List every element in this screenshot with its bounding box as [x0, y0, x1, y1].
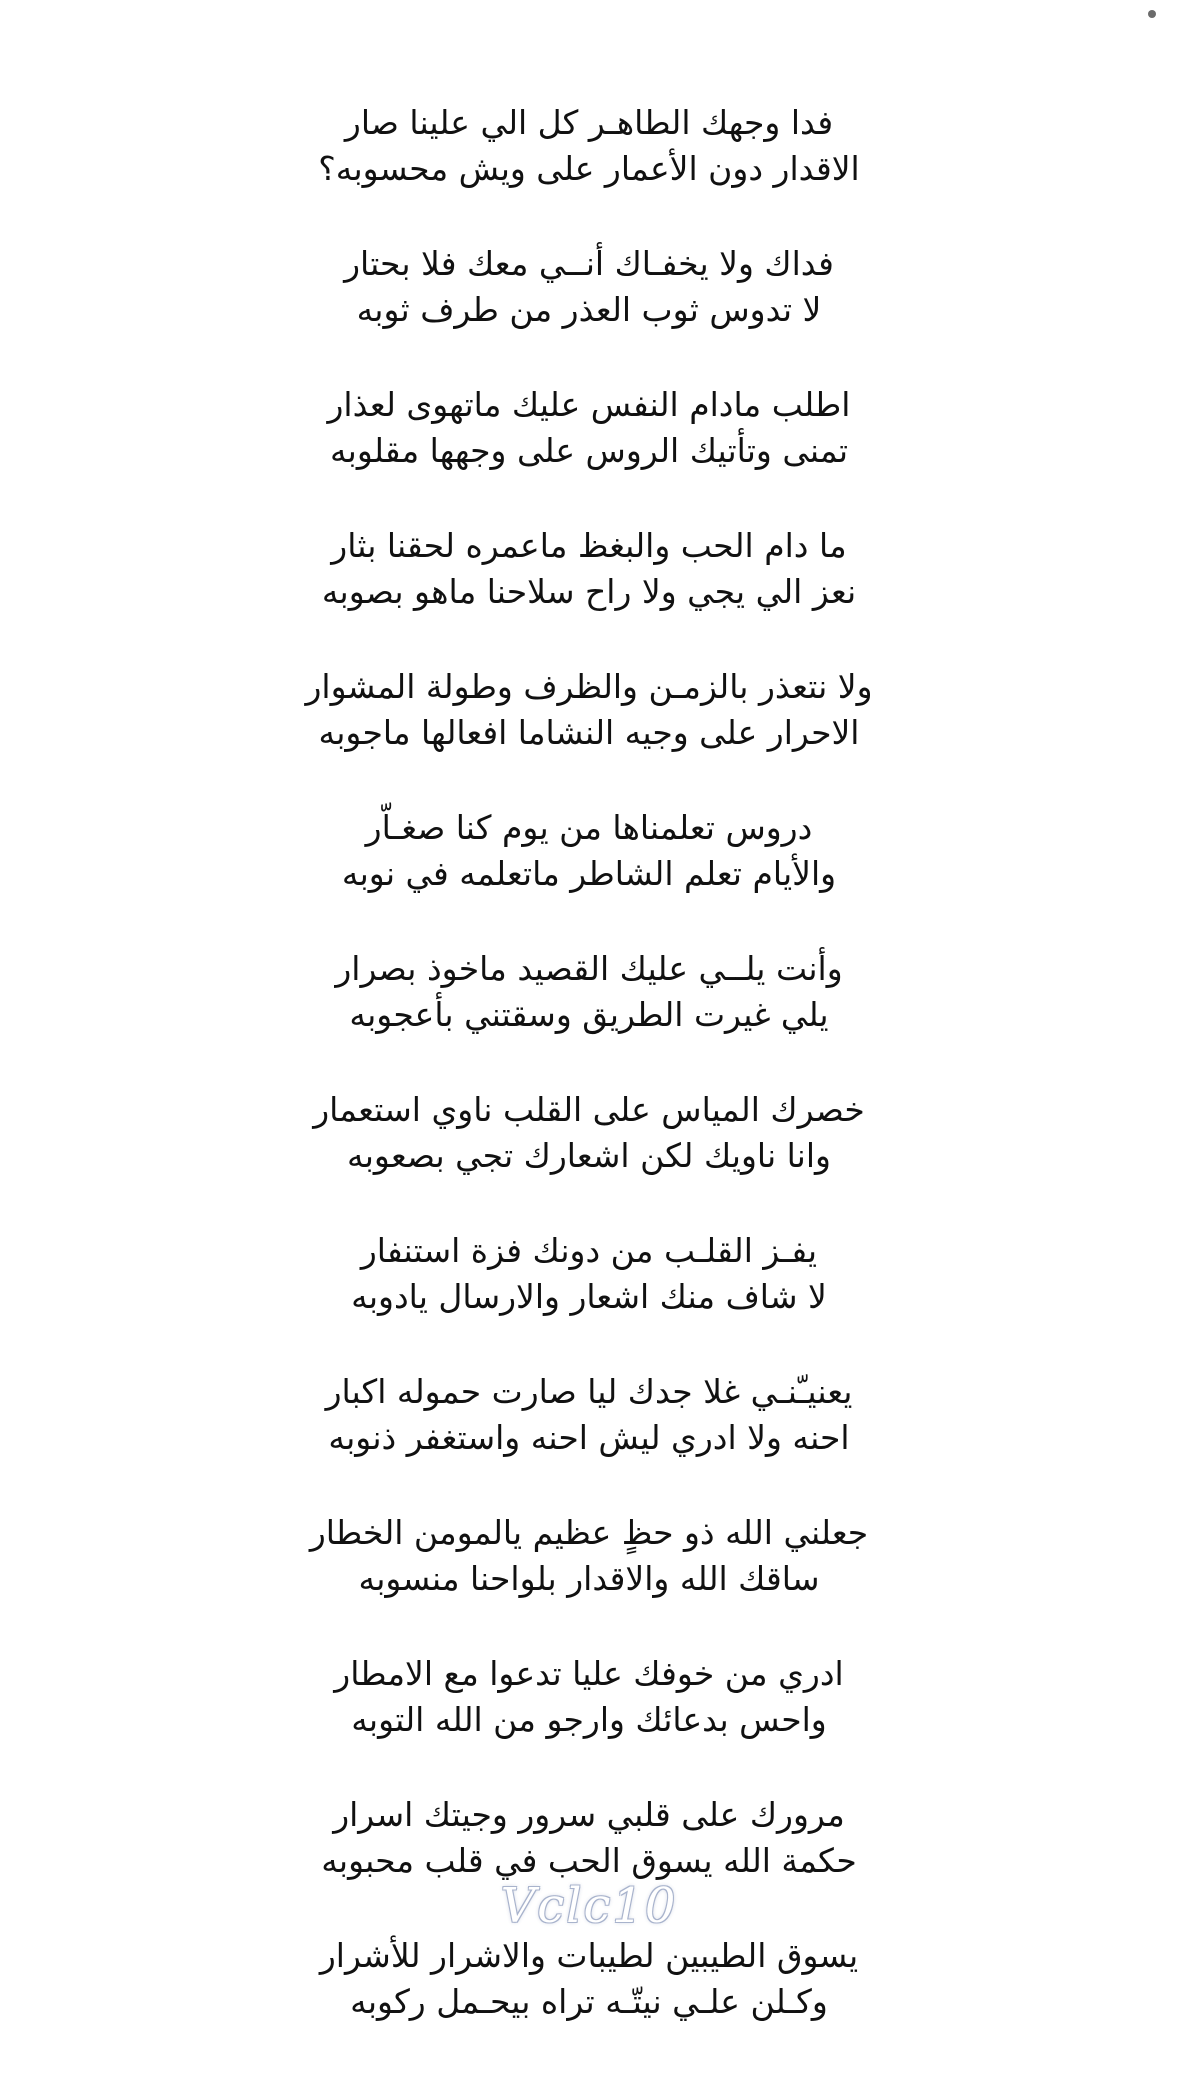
verse-line: ما دام الحب والبغظ ماعمره لحقنا بثار: [331, 526, 847, 565]
verse-line: وأنت يلــي عليك القصيد ماخوذ بصرار: [335, 949, 843, 988]
verse-line: فدا وجهك الطاهـر كل الي علينا صار: [344, 103, 834, 142]
verse-line: حكمة الله يسوق الحب في قلب محبوبه: [321, 1841, 857, 1880]
stanza-9: [239, 1228, 939, 1369]
stanza-7: [239, 946, 939, 1087]
stanza-12: [239, 1651, 939, 1792]
verse-line: ادري من خوفك عليا تدعوا مع الامطار: [334, 1654, 844, 1693]
verse-line: اطلب مادام النفس عليك ماتهوى لعذار: [327, 385, 851, 424]
stanza-3: [239, 382, 939, 523]
verse-line: يعنيـّنـي غلا جدك ليا صارت حموله اكبار: [325, 1372, 853, 1411]
stanza-14: [239, 1933, 939, 2074]
verse-line: والأيام تعلم الشاطر ماتعلمه في نوبه: [341, 854, 837, 893]
stanza-6: [239, 805, 939, 946]
verse-line: فداك ولا يخفـاك أنــي معك فلا بحتار: [344, 244, 834, 283]
verse-line: ولا نتعذر بالزمـن والظرف وطولة المشوار: [305, 667, 873, 706]
verse-line: وكـلن علـي نيتّـه تراه بيحـمل ركوبه: [350, 1982, 828, 2021]
watermark: Vclc10: [500, 1878, 678, 1934]
verse-line: واحس بدعائك وارجو من الله التوبه: [351, 1700, 827, 1739]
stanza-8: [239, 1087, 939, 1228]
verse-line: تمنى وتأتيك الروس على وجهها مقلوبه: [329, 431, 849, 470]
verse-line: الاحرار على وجيه النشاما افعالها ماجوبه: [318, 713, 860, 752]
verse-line: دروس تعلمناها من يوم كنا صغـاّر: [365, 808, 813, 847]
verse-line: الاقدار دون الأعمار على ويش محسوبه؟: [318, 149, 860, 188]
stanza-11: [239, 1510, 939, 1651]
verse-line: يلي غيرت الطريق وسقتني بأعجوبه: [349, 995, 829, 1034]
verse-line: خصرك المياس على القلب ناوي استعمار: [313, 1090, 865, 1129]
verse-line: مرورك على قلبي سرور وجيتك اسرار: [333, 1795, 845, 1834]
stanza-10: [239, 1369, 939, 1510]
verse-line: يفـز القلـب من دونك فزة استنفار: [360, 1231, 818, 1270]
stanza-1: [239, 100, 939, 241]
verse-line: لا تدوس ثوب العذر من طرف ثوبه: [356, 290, 822, 329]
verse-line: ساقك الله والاقدار بلواحنا منسوبه: [358, 1559, 820, 1598]
verse-line: نعز الي يجي ولا راح سلاحنا ماهو بصوبه: [321, 572, 857, 611]
stanza-4: [239, 523, 939, 664]
verse-line: يسوق الطيبين لطيبات والاشرار للأشرار: [319, 1936, 859, 1975]
stanza-5: [239, 664, 939, 805]
corner-dot-icon: [1148, 10, 1156, 18]
verse-line: لا شاف منك اشعار والارسال يادوبه: [351, 1277, 827, 1316]
verse-line: احنه ولا ادري ليش احنه واستغفر ذنوبه: [328, 1418, 850, 1457]
verse-line: وانا ناويك لكن اشعارك تجي بصعوبه: [347, 1136, 831, 1175]
stanza-2: [239, 241, 939, 382]
verse-line: جعلني الله ذو حظٍ عظيم يالمومن الخطار: [309, 1513, 869, 1552]
poem: [0, 100, 1178, 2074]
